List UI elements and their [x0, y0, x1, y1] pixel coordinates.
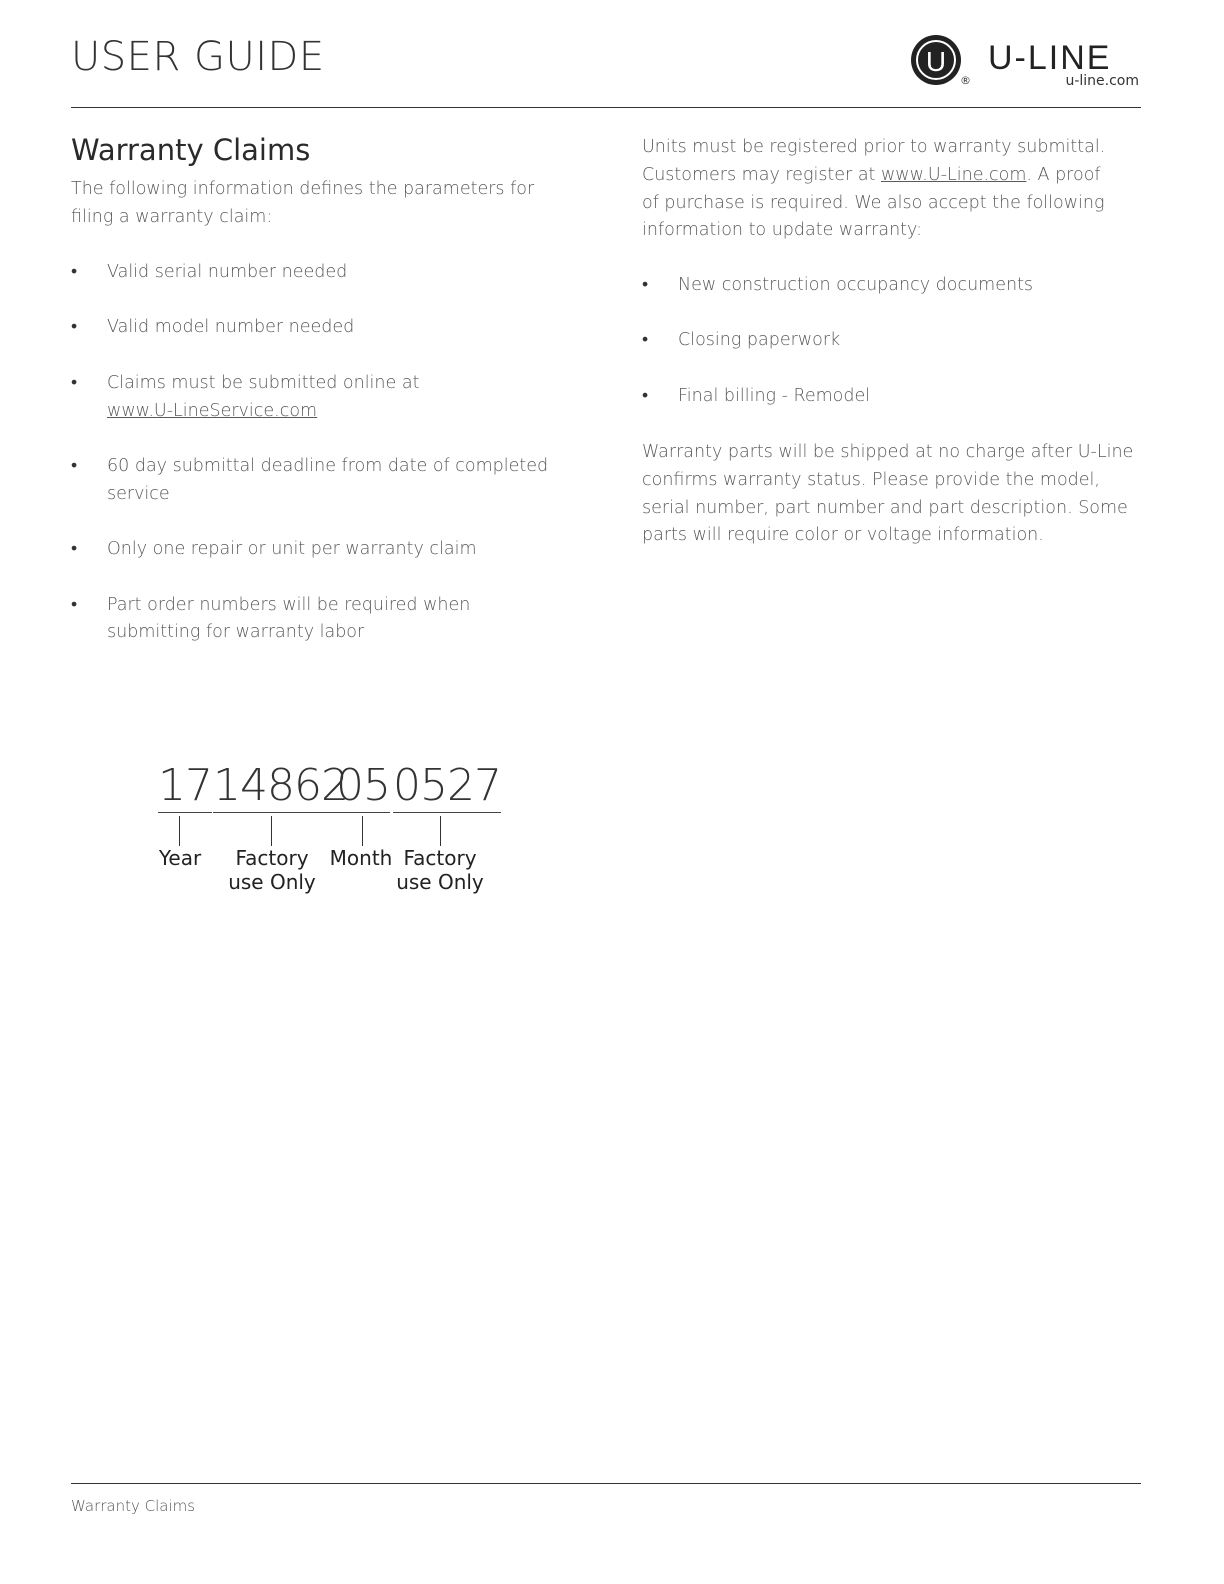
serial-label-month: Month [329, 846, 393, 870]
list-item: • 60 day submittal deadline from date of completed service [71, 453, 551, 509]
u-line-logo-icon [908, 32, 968, 92]
footer-section-label: Warranty Claims [71, 1497, 196, 1515]
page-header-title: USER GUIDE [71, 34, 325, 80]
serial-segment-month: 05 [336, 760, 390, 811]
list-item: • New construction occupancy documents [642, 272, 1122, 300]
serial-connector-line [362, 816, 363, 846]
serial-label-factory-1: Factory use Only [228, 846, 316, 894]
serial-segment-factory-2: 0527 [393, 760, 501, 811]
header-divider [71, 107, 1141, 108]
section-title: Warranty Claims [71, 133, 311, 167]
serial-segment-year: 17 [158, 760, 212, 811]
registration-paragraph: Units must be registered prior to warranty submittal. Customers may register at www.U-Line.com. A proof of purchase is required. We also accept the following information to update warranty: [642, 137, 1106, 241]
warranty-requirements-list [71, 259, 551, 675]
serial-connector-line [271, 816, 272, 846]
list-item: • Part order numbers will be required when submitting for warranty labor [71, 592, 551, 648]
serial-label-factory-2: Factory use Only [396, 846, 484, 894]
footer-divider [71, 1483, 1141, 1484]
serial-connector-line [179, 816, 180, 846]
serial-number-diagram [150, 760, 510, 910]
logo-wordmark: U-LINE [988, 39, 1112, 77]
logo-site-url: u-line.com [1065, 73, 1139, 89]
list-item: • Valid model number needed [71, 314, 551, 342]
u-line-logo[interactable] [908, 32, 1143, 92]
serial-connector-line [440, 816, 441, 846]
registered-mark: ® [960, 74, 971, 87]
u-line-register-link[interactable]: www.U-Line.com [880, 164, 1027, 185]
logo-mark-letter: U [925, 46, 947, 77]
serial-segment-factory-1: 14862 [213, 760, 348, 811]
warranty-intro: The following information defines the parameters for filing a warranty claim: [71, 179, 535, 227]
serial-label-year: Year [158, 846, 202, 870]
accepted-documents-list [642, 272, 1122, 438]
list-item: • Closing paperwork [642, 327, 1122, 355]
list-item: • Claims must be submitted online at www.U-LineService.com [71, 370, 551, 426]
u-line-service-link[interactable]: www.U-LineService.com [107, 400, 318, 421]
list-item: • Final billing - Remodel [642, 383, 1122, 411]
warranty-parts-paragraph: Warranty parts will be shipped at no charge after U-Line confirms warranty status. Please provide the model, serial number, part number and part description. Some parts will require color or voltage information. [642, 442, 1134, 546]
list-item: • Valid serial number needed [71, 259, 551, 287]
list-item: • Only one repair or unit per warranty claim [71, 536, 551, 564]
